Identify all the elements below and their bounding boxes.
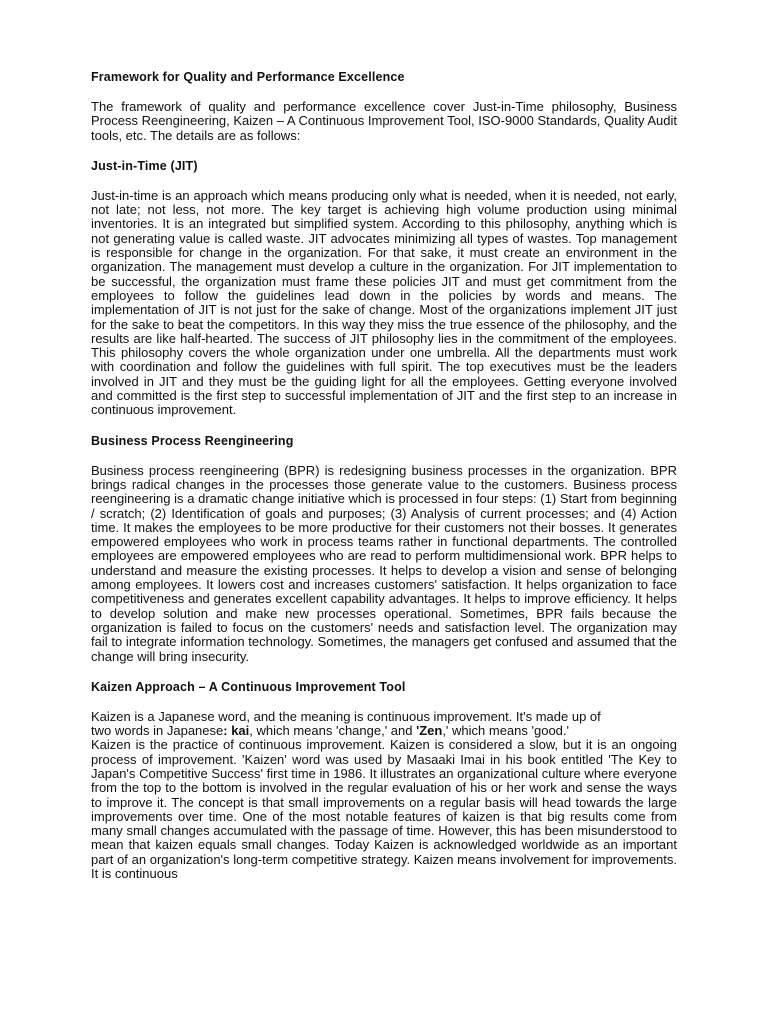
document-title: Framework for Quality and Performance Excellence (91, 70, 405, 84)
kaizen-line-2-mid: , which means 'change,' and (249, 723, 417, 739)
section-body-bpr: Business process reengineering (BPR) is redesigning business processes in the organization. BPR brings radical changes in the processes those generate value to the customers. Business process reengineering is a dramatic change initiative which is processed in four steps: (1) Start from beginning / scratch; (2) Identification of goals and purposes; (3) Analysis of current processes; and (4) Action time. It makes the employees to be more productive for their customers not their bosses. It generates empowered employees who work in process teams rather in functional departments. The controlled employees are empowered employees who are read to perform multidimensional work. BPR helps to understand and measure the existing processes. It helps to develop a vision and sense of belonging among employees. It lowers cost and increases customers' satisfaction. It helps organization to face competitiveness and generates excellent capability advantages. It helps to improve efficiency. It helps to develop solution and make new processes operational. Sometimes, BPR fails because the organization is failed to focus on the customers' needs and satisfaction level. The organization may fail to integrate information technology. Sometimes, the managers get confused and assumed that the change will bring insecurity. (91, 462, 677, 664)
kaizen-second-line (91, 724, 677, 738)
kaizen-term-zen: 'Zen (416, 723, 443, 739)
kaizen-line-1: Kaizen is a Japanese word, and the meaning is continuous improvement. It's made up of (91, 708, 601, 724)
intro-paragraph: The framework of quality and performance excellence cover Just-in-Time philosophy, Business Process Reengineering, Kaizen – A Continuous Improvement Tool, ISO-9000 Standards, Quality Audit tools, etc. The details are as follows: (91, 99, 677, 143)
section-heading-kaizen: Kaizen Approach – A Continuous Improvement Tool (91, 679, 406, 694)
section-body-kaizen: Kaizen is the practice of continuous improvement. Kaizen is considered a slow, but it is an ongoing process of improvement. 'Kaizen' word was used by Masaaki Imai in his book entitled 'The Key to Japan's Competitive Success' first time in 1986. It illustrates an organizational culture where everyone from the top to the bottom is involved in the regular evaluation of his or her work and sense the ways to improve it. The concept is that small improvements on a regular basis will head towards the large improvements over time. One of the most notable features of kaizen is that big results come from many small changes accumulated with the passage of time. However, this has been misunderstood to mean that kaizen equals small changes. Today Kaizen is acknowledged worldwide as an important part of an organization's long-term competitive strategy. Kaizen means involvement for improvements. It is continuous (91, 737, 677, 882)
kaizen-line-2-post: ,' which means 'good.' (442, 723, 569, 739)
section-body-jit: Just-in-time is an approach which means producing only what is needed, when it is needed, not early, not late; not less, not more. The key target is achieving high volume production using minimal inventories. It is an integrated but simplified system. According to this philosophy, anything which is not generating value is called waste. JIT advocates minimizing all types of wastes. Top management is responsible for change in the organization. For that sake, it must create an environment in the organization. The management must develop a culture in the organization. For JIT implementation to be successful, the organization must frame these policies JIT and must get commitment from the employees to follow the guidelines lead down in the policies by words and means. The implementation of JIT is not just for the sake of change. Most of the organizations implement JIT just for the sake to beat the competitors. In this way they miss the true essence of the philosophy, and the results are like half-hearted. The success of JIT philosophy lies in the commitment of the employees. This philosophy covers the whole organization under one umbrella. All the departments must work with coordination and follow the guidelines with full spirit. The top executives must be the leaders involved in JIT and they must be the guiding light for all the employees. Getting everyone involved and committed is the first step to successful implementation of JIT and the first step to an increase in continuous improvement. (91, 187, 677, 418)
kaizen-term-kai: : kai (223, 723, 250, 739)
section-heading-bpr: Business Process Reengineering (91, 433, 294, 448)
kaizen-first-line (91, 710, 677, 724)
kaizen-line-2-pre: two words in Japanese (91, 723, 224, 739)
section-heading-jit: Just-in-Time (JIT) (91, 158, 198, 173)
